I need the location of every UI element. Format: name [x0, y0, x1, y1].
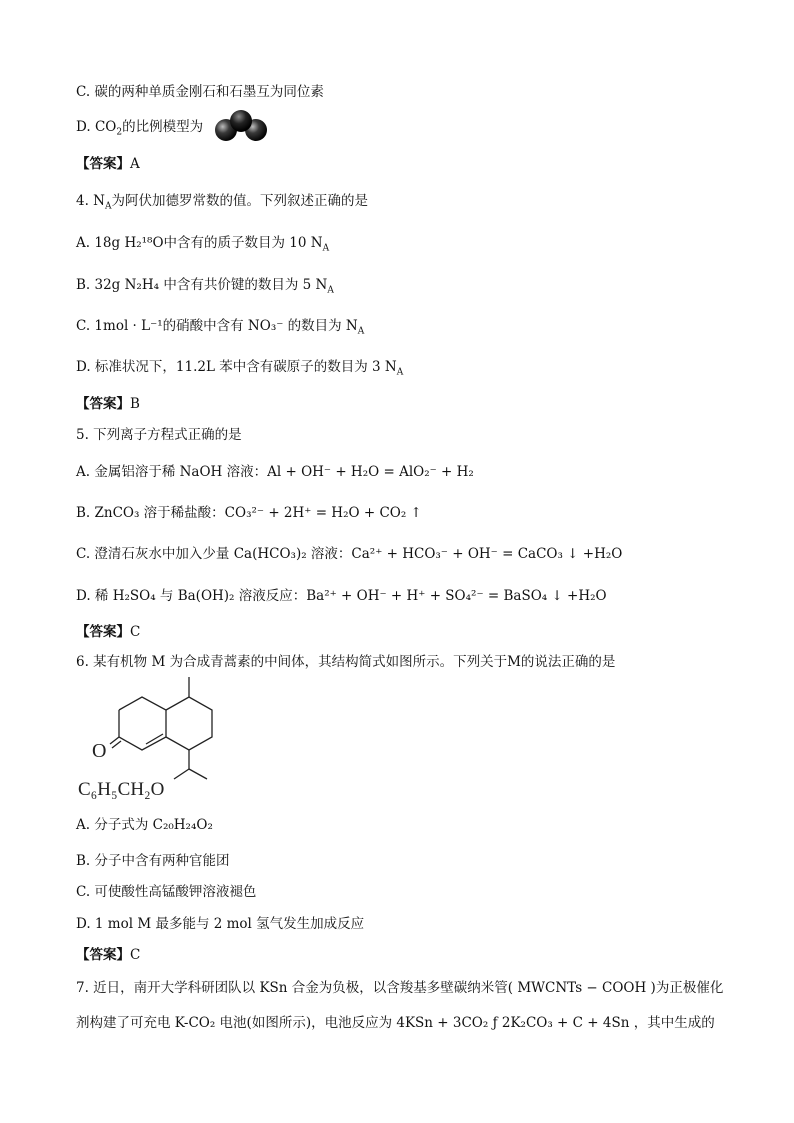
option-4a-text: A. 18g H₂¹⁸O中含有的质子数目为 10 N [76, 235, 323, 251]
question-4-lead: 4. N [76, 193, 105, 209]
option-3d-prefix: D. [76, 119, 95, 135]
option-4a [76, 233, 329, 253]
option-5d: D. 稀 H₂SO₄ 与 Ba(OH)₂ 溶液反应：Ba²⁺ + OH⁻ + H⁺ + SO₄²⁻ = BaSO₄ ↓ +H₂O [76, 588, 607, 604]
question-4-text: 为阿伏加德罗常数的值。下列叙述正确的是 [111, 193, 368, 209]
carbonyl-oxygen-label: O [92, 740, 107, 762]
option-3d [76, 117, 203, 137]
option-4a-sub: A [322, 243, 330, 254]
answer-4 [76, 394, 140, 414]
answer-4-tag: 【答案】 [76, 396, 130, 412]
option-4d-sub: A [396, 367, 404, 378]
question-7-line-2: 剂构建了可充电 K-CO₂ 电池(如图所示)，电池反应为 4KSn + 3CO₂ ƒ 2K₂CO₃ + C + 4Sn ，其中生成的 [76, 1015, 715, 1031]
benzyloxy-label: C₆H₅CH₂O [78, 779, 165, 800]
option-3d-suffix: 的比例模型为 [122, 119, 204, 135]
answer-3-tag: 【答案】 [76, 156, 130, 172]
answer-6-value: C [130, 947, 141, 963]
option-4c-text: C. 1mol · L⁻¹的硝酸中含有 NO₃⁻ 的数目为 N [76, 318, 358, 334]
option-5a: A. 金属铝溶于稀 NaOH 溶液：Al + OH⁻ + H₂O = AlO₂⁻ + H₂ [76, 464, 474, 480]
option-5b: B. ZnCO₃ 溶于稀盐酸：CO₃²⁻ + 2H⁺ = H₂O + CO₂ ↑ [76, 505, 422, 521]
option-4b-text: B. 32g N₂H₄ 中含有共价键的数目为 5 N [76, 277, 328, 293]
question-4-sub: A [104, 201, 112, 212]
option-5c: C. 澄清石灰水中加入少量 Ca(HCO₃)₂ 溶液：Ca²⁺ + HCO₃⁻ + OH⁻ = CaCO₃ ↓ +H₂O [76, 546, 623, 562]
option-4c-sub: A [357, 326, 365, 337]
option-4b [76, 275, 334, 295]
option-4c [76, 316, 364, 336]
option-4d-text: D. 标准状况下，11.2L 苯中含有碳原子的数目为 3 N [76, 359, 397, 375]
question-4 [76, 191, 368, 211]
answer-3-value: A [130, 156, 140, 172]
option-6b: B. 分子中含有两种官能团 [76, 853, 230, 869]
option-3c: C. 碳的两种单质金刚石和石墨互为同位素 [76, 84, 324, 100]
question-7-line-1: 7. 近日，南开大学科研团队以 KSn 合金为负极，以含羧基多壁碳纳米管( MWCNTs − COOH )为正极催化 [76, 980, 724, 996]
answer-6-tag: 【答案】 [76, 947, 130, 963]
co2-space-filling-model-icon [213, 108, 269, 144]
question-5: 5. 下列离子方程式正确的是 [76, 427, 242, 443]
option-6d: D. 1 mol M 最多能与 2 mol 氢气发生加成反应 [76, 916, 365, 932]
answer-3 [76, 154, 140, 174]
co2-subscript: 2 [116, 127, 123, 138]
answer-5-value: C [130, 624, 141, 640]
answer-5 [76, 622, 140, 642]
answer-5-tag: 【答案】 [76, 624, 130, 640]
answer-6 [76, 945, 140, 965]
option-6c: C. 可使酸性高锰酸钾溶液褪色 [76, 884, 257, 900]
question-6: 6. 某有机物 M 为合成青蒿素的中间体，其结构简式如图所示。下列关于M的说法正确的是 [76, 654, 616, 670]
co2-formula: CO [94, 119, 117, 135]
option-4d [76, 357, 403, 377]
option-6a: A. 分子式为 C₂₀H₂₄O₂ [76, 817, 213, 833]
option-4b-sub: A [327, 285, 334, 296]
organic-structure-diagram [76, 675, 236, 803]
answer-4-value: B [130, 396, 140, 412]
